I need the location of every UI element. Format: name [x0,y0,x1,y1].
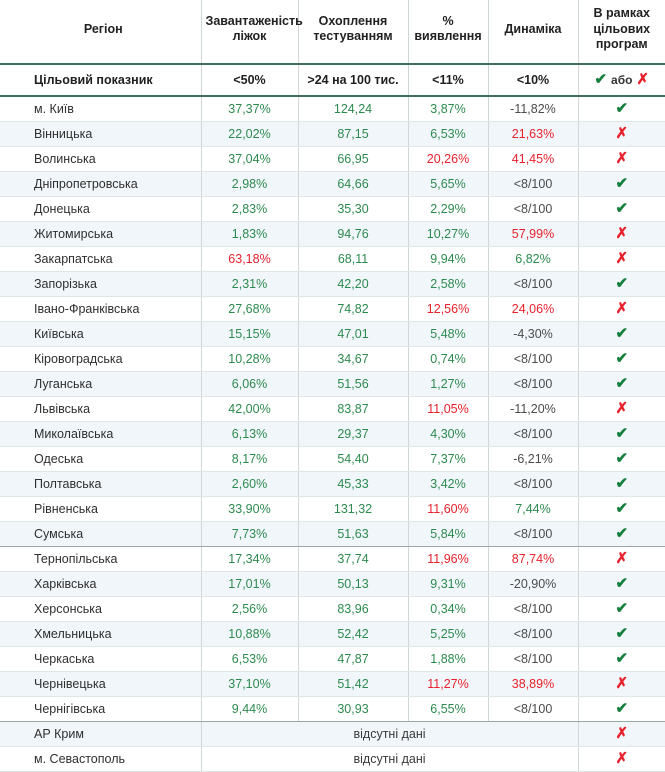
check-icon: ✔ [615,375,629,393]
testing-value: 51,56 [298,371,408,396]
program-status-cell [578,421,665,446]
check-icon: ✔ [615,700,629,718]
table-row [0,171,665,196]
table-row [0,721,665,746]
region-name: Закарпатська [0,246,201,271]
beds-value: 33,90% [201,496,298,521]
table-row [0,646,665,671]
target-indicator-row [0,64,665,96]
program-status-cell [578,446,665,471]
program-status-cell [578,346,665,371]
beds-value: 2,60% [201,471,298,496]
cross-icon: ✗ [615,150,629,168]
beds-value: 37,37% [201,96,298,122]
check-icon: ✔ [615,100,629,118]
column-header-programs: В рамках цільових програм [578,0,665,64]
table-row [0,521,665,546]
check-icon: ✔ [594,71,608,89]
table-row [0,321,665,346]
detection-value: 4,30% [408,421,488,446]
detection-value: 2,29% [408,196,488,221]
region-name: Сумська [0,521,201,546]
detection-value: 10,27% [408,221,488,246]
check-icon: ✔ [615,625,629,643]
beds-value: 17,01% [201,571,298,596]
beds-value: 15,15% [201,321,298,346]
cross-icon: ✗ [615,550,629,568]
check-icon: ✔ [615,525,629,543]
column-header-region: Регіон [0,0,201,64]
check-icon: ✔ [615,600,629,618]
region-name: Волинська [0,146,201,171]
detection-value: 11,05% [408,396,488,421]
header-row [0,0,665,64]
beds-value: 10,88% [201,621,298,646]
dynamics-value: <8/100 [488,696,578,721]
program-status-cell [578,521,665,546]
table-row [0,671,665,696]
detection-value: 5,48% [408,321,488,346]
dynamics-value: 24,06% [488,296,578,321]
testing-value: 54,40 [298,446,408,471]
dynamics-value: <8/100 [488,596,578,621]
check-icon: ✔ [615,350,629,368]
beds-value: 63,18% [201,246,298,271]
detection-value: 3,87% [408,96,488,122]
beds-value: 2,56% [201,596,298,621]
region-name: Донецька [0,196,201,221]
dynamics-value: 6,82% [488,246,578,271]
region-name: Чернігівська [0,696,201,721]
dynamics-value: <8/100 [488,621,578,646]
program-status-cell [578,596,665,621]
check-icon: ✔ [615,475,629,493]
region-name: Херсонська [0,596,201,621]
testing-value: 45,33 [298,471,408,496]
beds-value: 9,44% [201,696,298,721]
dynamics-value: 38,89% [488,671,578,696]
beds-value: 1,83% [201,221,298,246]
beds-value: 7,73% [201,521,298,546]
beds-value: 10,28% [201,346,298,371]
table-row [0,746,665,771]
dynamics-value: 57,99% [488,221,578,246]
testing-value: 68,11 [298,246,408,271]
dynamics-value: -4,30% [488,321,578,346]
check-icon: ✔ [615,575,629,593]
beds-value: 6,13% [201,421,298,446]
dynamics-value: <8/100 [488,171,578,196]
testing-value: 87,15 [298,121,408,146]
table-row [0,496,665,521]
program-status-cell [578,696,665,721]
testing-value: 66,95 [298,146,408,171]
dynamics-value: <8/100 [488,471,578,496]
cross-icon: ✗ [615,225,629,243]
check-icon: ✔ [615,450,629,468]
program-status-cell [578,371,665,396]
testing-value: 124,24 [298,96,408,122]
region-name: Черкаська [0,646,201,671]
region-name: Київська [0,321,201,346]
dynamics-value: -6,21% [488,446,578,471]
detection-value: 9,31% [408,571,488,596]
dynamics-value: 7,44% [488,496,578,521]
detection-value: 6,55% [408,696,488,721]
program-status-cell [578,621,665,646]
table-row [0,221,665,246]
table-row [0,196,665,221]
region-name: Кіровоградська [0,346,201,371]
testing-value: 74,82 [298,296,408,321]
dynamics-value: <8/100 [488,421,578,446]
cross-icon: ✗ [636,71,650,89]
region-name: Полтавська [0,471,201,496]
testing-value: 47,01 [298,321,408,346]
region-name: Одеська [0,446,201,471]
check-icon: ✔ [615,500,629,518]
dynamics-value: 21,63% [488,121,578,146]
table-row [0,621,665,646]
table-row [0,371,665,396]
program-status-cell [578,671,665,696]
dynamics-value: <8/100 [488,371,578,396]
detection-value: 11,96% [408,546,488,571]
table-row [0,296,665,321]
beds-value: 42,00% [201,396,298,421]
target-dynamics-value: <10% [488,64,578,96]
cross-icon: ✗ [615,750,629,768]
detection-value: 0,74% [408,346,488,371]
check-icon: ✔ [615,175,629,193]
table-row [0,396,665,421]
testing-value: 131,32 [298,496,408,521]
detection-value: 3,42% [408,471,488,496]
program-status-cell [578,246,665,271]
region-name: Харківська [0,571,201,596]
beds-value: 6,06% [201,371,298,396]
region-name: Вінницька [0,121,201,146]
beds-value: 37,04% [201,146,298,171]
testing-value: 29,37 [298,421,408,446]
cross-icon: ✗ [615,300,629,318]
region-name: Запорізька [0,271,201,296]
table-header [0,0,665,64]
dynamics-value: 41,45% [488,146,578,171]
detection-value: 5,25% [408,621,488,646]
detection-value: 1,27% [408,371,488,396]
testing-value: 42,20 [298,271,408,296]
region-name: Тернопільська [0,546,201,571]
check-icon: ✔ [615,325,629,343]
detection-value: 5,84% [408,521,488,546]
table-row [0,446,665,471]
target-testing-value: >24 на 100 тис. [298,64,408,96]
beds-value: 37,10% [201,671,298,696]
table-row [0,471,665,496]
detection-value: 2,58% [408,271,488,296]
beds-value: 2,83% [201,196,298,221]
beds-value: 27,68% [201,296,298,321]
program-status-cell [578,96,665,122]
testing-value: 52,42 [298,621,408,646]
testing-value: 47,87 [298,646,408,671]
program-status-cell [578,121,665,146]
program-status-cell [578,396,665,421]
program-status-cell [578,571,665,596]
region-name: Чернівецька [0,671,201,696]
detection-value: 11,60% [408,496,488,521]
legend-or-label: або [611,73,633,88]
program-status-cell [578,471,665,496]
target-beds-value: <50% [201,64,298,96]
program-status-cell [578,546,665,571]
cross-icon: ✗ [615,675,629,693]
region-name: Дніпропетровська [0,171,201,196]
region-name: Миколаївська [0,421,201,446]
program-status-cell [578,646,665,671]
dynamics-value: -11,20% [488,396,578,421]
table-row [0,421,665,446]
detection-value: 7,37% [408,446,488,471]
program-status-cell [578,221,665,246]
table-row [0,696,665,721]
program-status-cell [578,321,665,346]
program-status-cell [578,196,665,221]
table-row [0,571,665,596]
program-status-cell [578,271,665,296]
testing-value: 37,74 [298,546,408,571]
region-name: м. Київ [0,96,201,122]
program-status-cell [578,171,665,196]
detection-value: 6,53% [408,121,488,146]
detection-value: 9,94% [408,246,488,271]
region-name: Рівненська [0,496,201,521]
table-row [0,271,665,296]
detection-value: 11,27% [408,671,488,696]
table-row [0,346,665,371]
region-name: Львівська [0,396,201,421]
program-status-cell [578,296,665,321]
testing-value: 51,42 [298,671,408,696]
target-detection-value: <11% [408,64,488,96]
cross-icon: ✗ [615,250,629,268]
cross-icon: ✗ [615,400,629,418]
dynamics-value: 87,74% [488,546,578,571]
target-row-label: Цільовий показник [0,64,201,96]
dynamics-value: <8/100 [488,271,578,296]
target-program-legend [578,64,665,96]
testing-value: 30,93 [298,696,408,721]
testing-value: 83,87 [298,396,408,421]
beds-value: 2,31% [201,271,298,296]
dynamics-value: <8/100 [488,196,578,221]
column-header-testing: Охоплення тестуванням [298,0,408,64]
beds-value: 22,02% [201,121,298,146]
table-row [0,596,665,621]
beds-value: 6,53% [201,646,298,671]
no-data-cell: відсутні дані [201,746,578,771]
dynamics-value: -11,82% [488,96,578,122]
region-name: м. Севастополь [0,746,201,771]
dynamics-value: <8/100 [488,646,578,671]
check-icon: ✔ [615,275,629,293]
program-status-cell [578,496,665,521]
dynamics-value: <8/100 [488,346,578,371]
program-status-cell [578,146,665,171]
table-row [0,246,665,271]
table-row [0,96,665,122]
dynamics-value: -20,90% [488,571,578,596]
testing-value: 51,63 [298,521,408,546]
check-icon: ✔ [615,650,629,668]
cross-icon: ✗ [615,725,629,743]
cross-icon: ✗ [615,125,629,143]
testing-value: 64,66 [298,171,408,196]
testing-value: 50,13 [298,571,408,596]
region-name: Луганська [0,371,201,396]
beds-value: 8,17% [201,446,298,471]
dynamics-value: <8/100 [488,521,578,546]
check-icon: ✔ [615,200,629,218]
region-name: Житомирська [0,221,201,246]
detection-value: 12,56% [408,296,488,321]
table-row [0,121,665,146]
beds-value: 17,34% [201,546,298,571]
table-row [0,146,665,171]
program-status-cell [578,721,665,746]
detection-value: 5,65% [408,171,488,196]
column-header-detection: % виявлення [408,0,488,64]
column-header-dynamics: Динаміка [488,0,578,64]
table-row [0,546,665,571]
testing-value: 94,76 [298,221,408,246]
region-name: Хмельницька [0,621,201,646]
testing-value: 83,96 [298,596,408,621]
table-body [0,64,665,772]
check-icon: ✔ [615,425,629,443]
detection-value: 0,34% [408,596,488,621]
region-name: АР Крим [0,721,201,746]
testing-value: 35,30 [298,196,408,221]
column-header-beds: Завантаженість ліжок [201,0,298,64]
testing-value: 34,67 [298,346,408,371]
detection-value: 20,26% [408,146,488,171]
no-data-cell: відсутні дані [201,721,578,746]
program-status-cell [578,746,665,771]
beds-value: 2,98% [201,171,298,196]
detection-value: 1,88% [408,646,488,671]
region-name: Івано-Франківська [0,296,201,321]
